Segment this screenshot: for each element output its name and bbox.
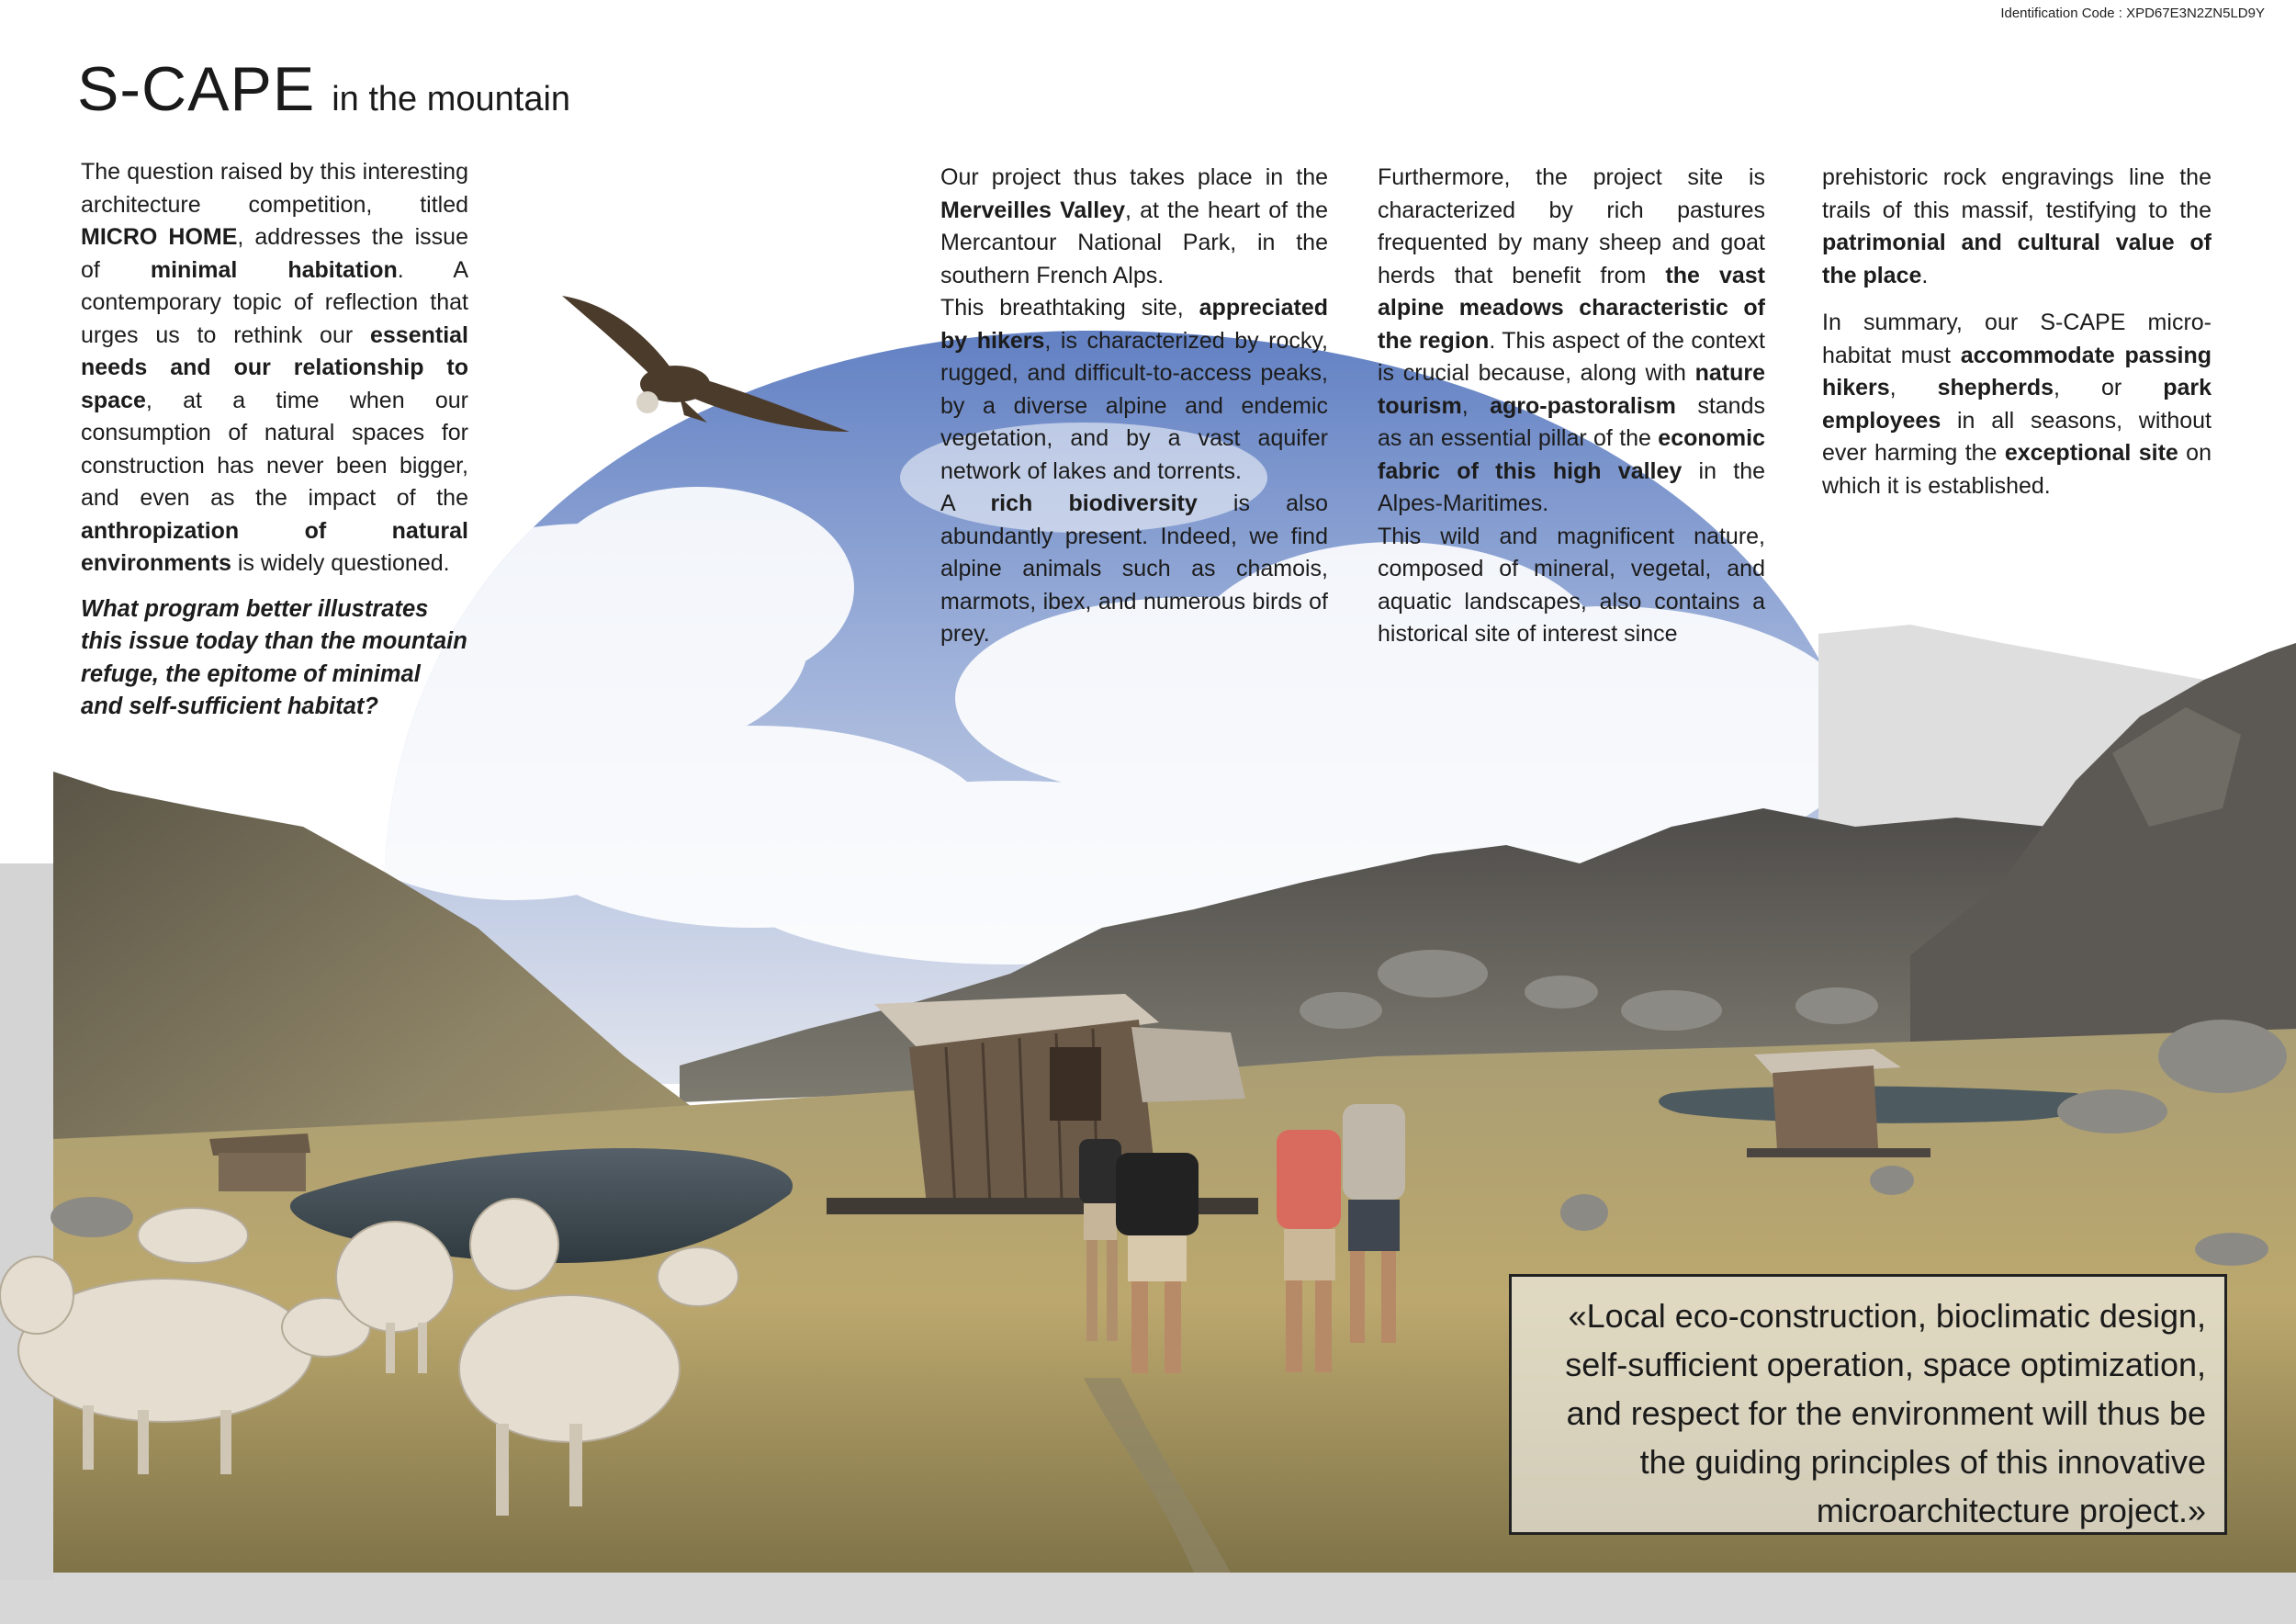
intro-paragraph: The question raised by this interesting architecture competition, titled MICRO HOME, addresses the issue of minimal habitation. A contemporary topic of reflection that urges us to rethink our essential needs and our relationship to space, at a time when our consumption of natural spaces for construction has never been bigger, and even as the impact of the anthropization of natural environments is widely questioned. [81, 159, 469, 576]
emphasis-text: agro-pastoralism [1490, 392, 1676, 419]
page-title [77, 53, 570, 125]
quote-line: the guiding principles of this innovative [1639, 1443, 2206, 1481]
identification-code: Identification Code : XPD67E3N2ZN5LD9Y [2000, 6, 2265, 21]
emphasis-text: economic fabric of this high valley [1378, 425, 1765, 484]
emphasis-text: anthropization of natural environments [81, 517, 468, 576]
column3-paragraph-2: This wild and magnificent nature, composed of mineral, vegetal, and aquatic landscapes, also contains a historical site of interest since [1378, 523, 1765, 647]
left-cabin [209, 1133, 310, 1191]
text-column-3 [1378, 162, 1765, 651]
quote-line: self-sufficient operation, space optimization, [1565, 1346, 2206, 1383]
quote-line: and respect for the environment will thus be [1566, 1394, 2206, 1432]
emphasis-text: exceptional site [2004, 440, 2178, 466]
quote-box [1509, 1274, 2227, 1535]
quote-line: «Local eco-construction, bioclimatic design, [1568, 1297, 2206, 1335]
emphasis-text: Merveilles Valley [940, 197, 1125, 223]
column2-paragraph-3: A rich biodiversity is also abundantly present. Indeed, we find alpine animals such as chamois, marmots, ibex, and numerous birds of prey. [940, 491, 1328, 647]
column4-paragraph-1: prehistoric rock engravings line the trails of this massif, testifying to the patrimonial and cultural value of the place. [1822, 164, 2212, 288]
column2-paragraph-2: This breathtaking site, appreciated by hikers, is characterized by rocky, rugged, and difficult-to-access peaks, by a diverse alpine and endemic vegetation, and by a vast aquifer network of lakes and torrents. [940, 295, 1328, 484]
emphasis-text: nature tourism [1378, 360, 1765, 419]
text-column-4 [1822, 162, 2212, 502]
emphasis-text: shepherds [1937, 375, 2054, 400]
title-sub: in the mountain [332, 80, 571, 118]
emphasis-text: MICRO HOME [81, 224, 238, 250]
emphasis-text: accommodate passing hikers [1822, 342, 2212, 400]
column4-paragraph-2: In summary, our S-CAPE micro-habitat must accommodate passing hikers, shepherds, or park employees in all seasons, without ever harming the exceptional site on which it is established. [1822, 310, 2212, 499]
emphasis-text: essential needs and our relationship to space [81, 321, 468, 413]
emphasis-text: park employees [1822, 375, 2212, 434]
emphasis-text: rich biodiversity [990, 491, 1198, 516]
column3-paragraph-1: Furthermore, the project site is characterized by rich pastures frequented by many sheep and goat herds that benefit from the vast alpine meadows characteristic of the region. This aspect of the context is crucial because, along with nature tourism, agro-pastoralism stands as an essential pillar of the economic fabric of this high valley in the Alpes-Maritimes. [1378, 164, 1766, 516]
emphasis-text: patrimonial and cultural value of the place [1822, 230, 2212, 288]
emphasis-text: the vast alpine meadows characteristic of the region [1378, 262, 1765, 354]
text-column-1 [81, 156, 468, 724]
text-column-2 [940, 162, 1328, 651]
emphasis-text: minimal habitation [150, 256, 398, 283]
question-paragraph: What program better illustrates this issue today than the mountain refuge, the epitome of minimal and self-sufficient habitat? [81, 595, 467, 719]
title-main: S-CAPE [77, 54, 316, 124]
column2-paragraph-1: Our project thus takes place in the Merveilles Valley, at the heart of the Mercantour National Park, in the southern French Alps. [940, 164, 1328, 288]
quote-line: microarchitecture project.» [1816, 1492, 2206, 1529]
emphasis-text: appreciated by hikers [940, 295, 1328, 354]
